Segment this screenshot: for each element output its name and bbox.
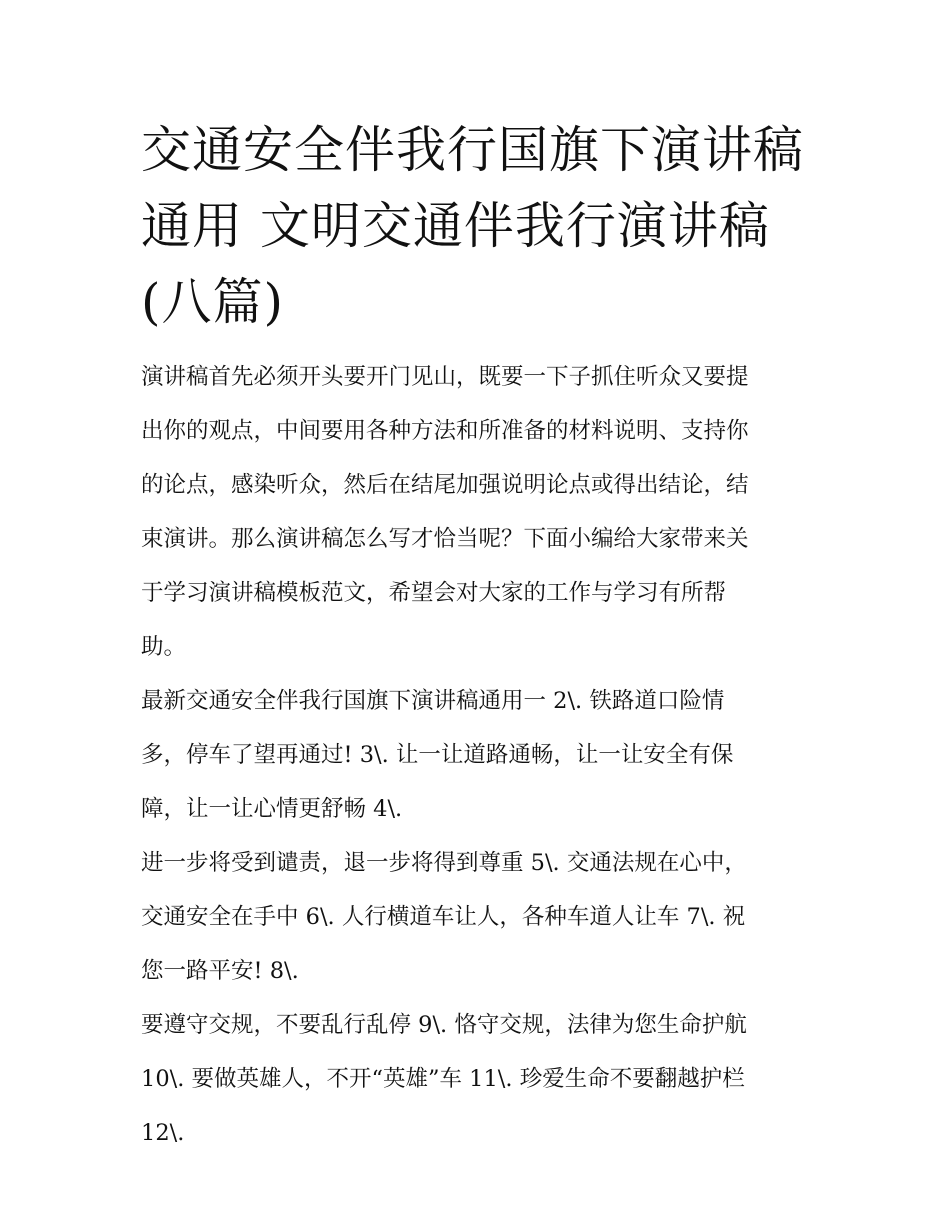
text-line: 多，停车了望再通过! 3\. 让一让道路通畅，让一让安全有保 (141, 742, 734, 768)
slogan-paragraph (141, 998, 821, 1160)
text-line: 助。 (141, 634, 187, 660)
intro-paragraph (141, 350, 821, 674)
text-line: 束演讲。那么演讲稿怎么写才恰当呢？下面小编给大家带来关 (141, 526, 749, 552)
text-line: 障，让一让心情更舒畅 4\. (141, 796, 403, 822)
text-line: 的论点，感染听众，然后在结尾加强说明论点或得出结论，结 (141, 472, 749, 498)
text-line: 最新交通安全伴我行国旗下演讲稿通用一 2\. 铁路道口险情 (141, 688, 725, 714)
title-line: 交通安全伴我行国旗下演讲稿 (141, 121, 804, 179)
title-line: 通用 文明交通伴我行演讲稿 (141, 197, 770, 255)
text-line: 进一步将受到谴责，退一步将得到尊重 5\. 交通法规在心中， (141, 850, 747, 876)
text-line: 10\. 要做英雄人，不开“英雄”车 11\. 珍爱生命不要翻越护栏 (141, 1066, 745, 1092)
text-line: 出你的观点，中间要用各种方法和所准备的材料说明、支持你 (141, 418, 749, 444)
text-line: 12\. (141, 1120, 185, 1146)
text-line: 交通安全在手中 6\. 人行横道车让人，各种车道人让车 7\. 祝 (141, 904, 746, 930)
slogan-paragraph (141, 674, 821, 836)
text-line: 于学习演讲稿模板范文，希望会对大家的工作与学习有所帮 (141, 580, 727, 606)
text-line: 您一路平安! 8\. (141, 958, 299, 984)
document-title (141, 112, 821, 340)
text-line: 要遵守交规，不要乱行乱停 9\. 恪守交规，法律为您生命护航 (141, 1012, 747, 1038)
document-body (141, 350, 821, 1160)
title-line: (八篇) (141, 273, 285, 331)
text-line: 演讲稿首先必须开头要开门见山，既要一下子抓住听众又要提 (141, 364, 749, 390)
slogan-paragraph (141, 836, 821, 998)
